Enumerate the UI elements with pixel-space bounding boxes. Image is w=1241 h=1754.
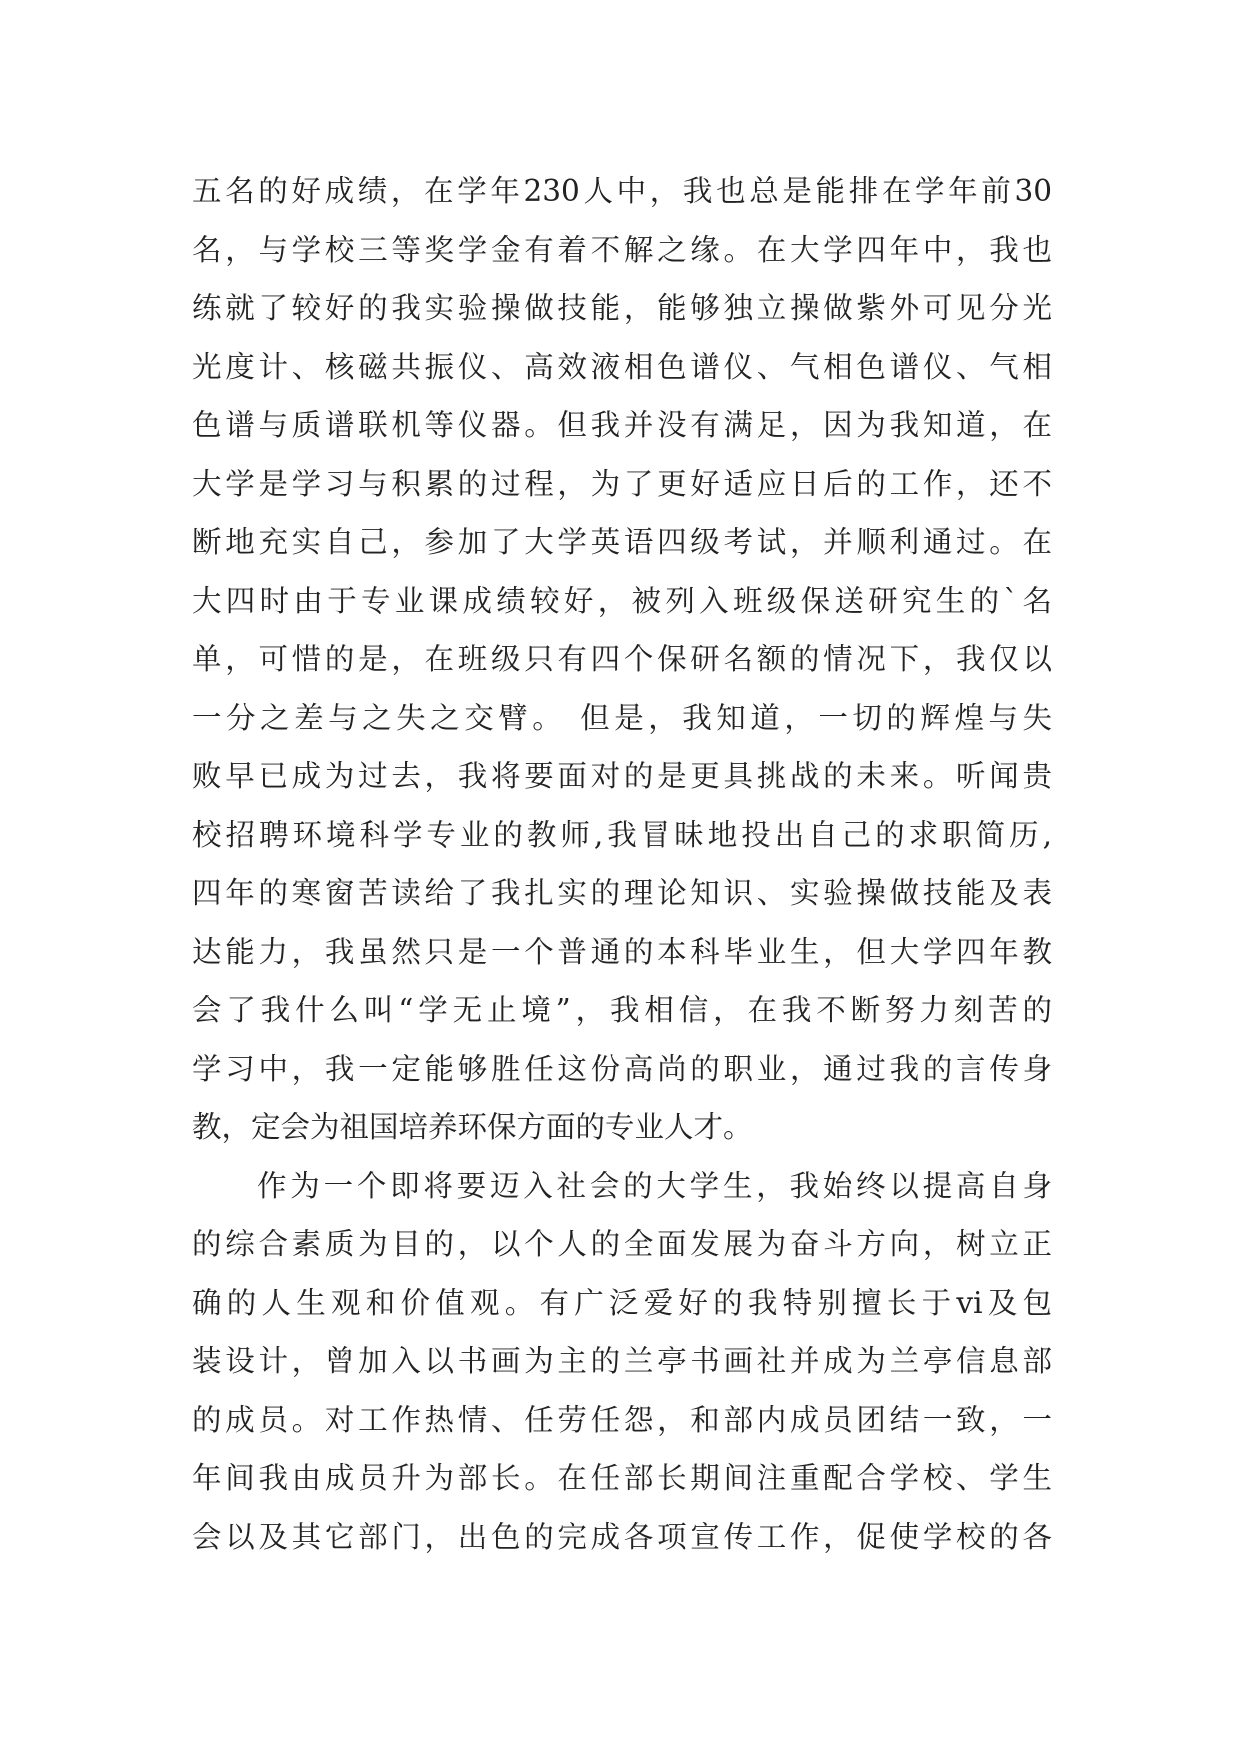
text-line: 光度计、核磁共振仪、高效液相色谱仪、气相色谱仪、气相 <box>192 349 1052 384</box>
text-line: 名，与学校三等奖学金有着不解之缘。在大学四年中，我也 <box>192 232 1052 267</box>
body-text <box>192 162 1052 1566</box>
text-line: 断地充实自己，参加了大学英语四级考试，并顺利通过。在 <box>192 525 1052 559</box>
text-line: 大四时由于专业课成绩较好，被列入班级保送研究生的`名 <box>192 583 1052 618</box>
text-line: 五名的好成绩，在学年230人中，我也总是能排在学年前30 <box>192 174 1052 208</box>
text-line: 作为一个即将要迈入社会的大学生，我始终以提高自身 <box>257 1168 1052 1203</box>
text-line: 会以及其它部门，出色的完成各项宣传工作，促使学校的各 <box>192 1519 1052 1554</box>
text-line: 练就了较好的我实验操做技能，能够独立操做紫外可见分光 <box>192 291 1052 325</box>
text-line: 色谱与质谱联机等仪器。但我并没有满足，因为我知道，在 <box>192 408 1052 442</box>
text-line: 会了我什么叫“学无止境”，我相信，在我不断努力刻苦的 <box>192 993 1052 1027</box>
text-line: 学习中，我一定能够胜任这份高尚的职业，通过我的言传身 <box>192 1051 1052 1086</box>
text-line: 一分之差与之失之交臂。 但是，我知道，一切的辉煌与失 <box>192 700 1052 735</box>
text-line: 大学是学习与积累的过程，为了更好适应日后的工作，还不 <box>192 466 1052 501</box>
text-line: 校招聘环境科学专业的教师,我冒昧地投出自己的求职简历, <box>192 817 1052 852</box>
text-line: 确的人生观和价值观。有广泛爱好的我特别擅长于vi及包 <box>192 1285 1052 1320</box>
text-line: 四年的寒窗苦读给了我扎实的理论知识、实验操做技能及表 <box>192 876 1052 910</box>
text-line: 败早已成为过去，我将要面对的是更具挑战的未来。听闻贵 <box>192 759 1052 793</box>
text-line: 达能力，我虽然只是一个普通的本科毕业生，但大学四年教 <box>192 934 1052 969</box>
paragraph-1 <box>192 162 1052 1157</box>
text-line: 单，可惜的是，在班级只有四个保研名额的情况下，我仅以 <box>192 642 1052 676</box>
text-line: 装设计，曾加入以书画为主的兰亭书画社并成为兰亭信息部 <box>192 1344 1052 1378</box>
paragraph-2 <box>192 1157 1052 1567</box>
text-line: 的综合素质为目的，以个人的全面发展为奋斗方向，树立正 <box>192 1227 1052 1261</box>
text-line: 年间我由成员升为部长。在任部长期间注重配合学校、学生 <box>192 1461 1052 1495</box>
text-line: 的成员。对工作热情、任劳任怨，和部内成员团结一致，一 <box>192 1402 1052 1437</box>
text-line: 教，定会为祖国培养环保方面的专业人才。 <box>192 1110 753 1144</box>
